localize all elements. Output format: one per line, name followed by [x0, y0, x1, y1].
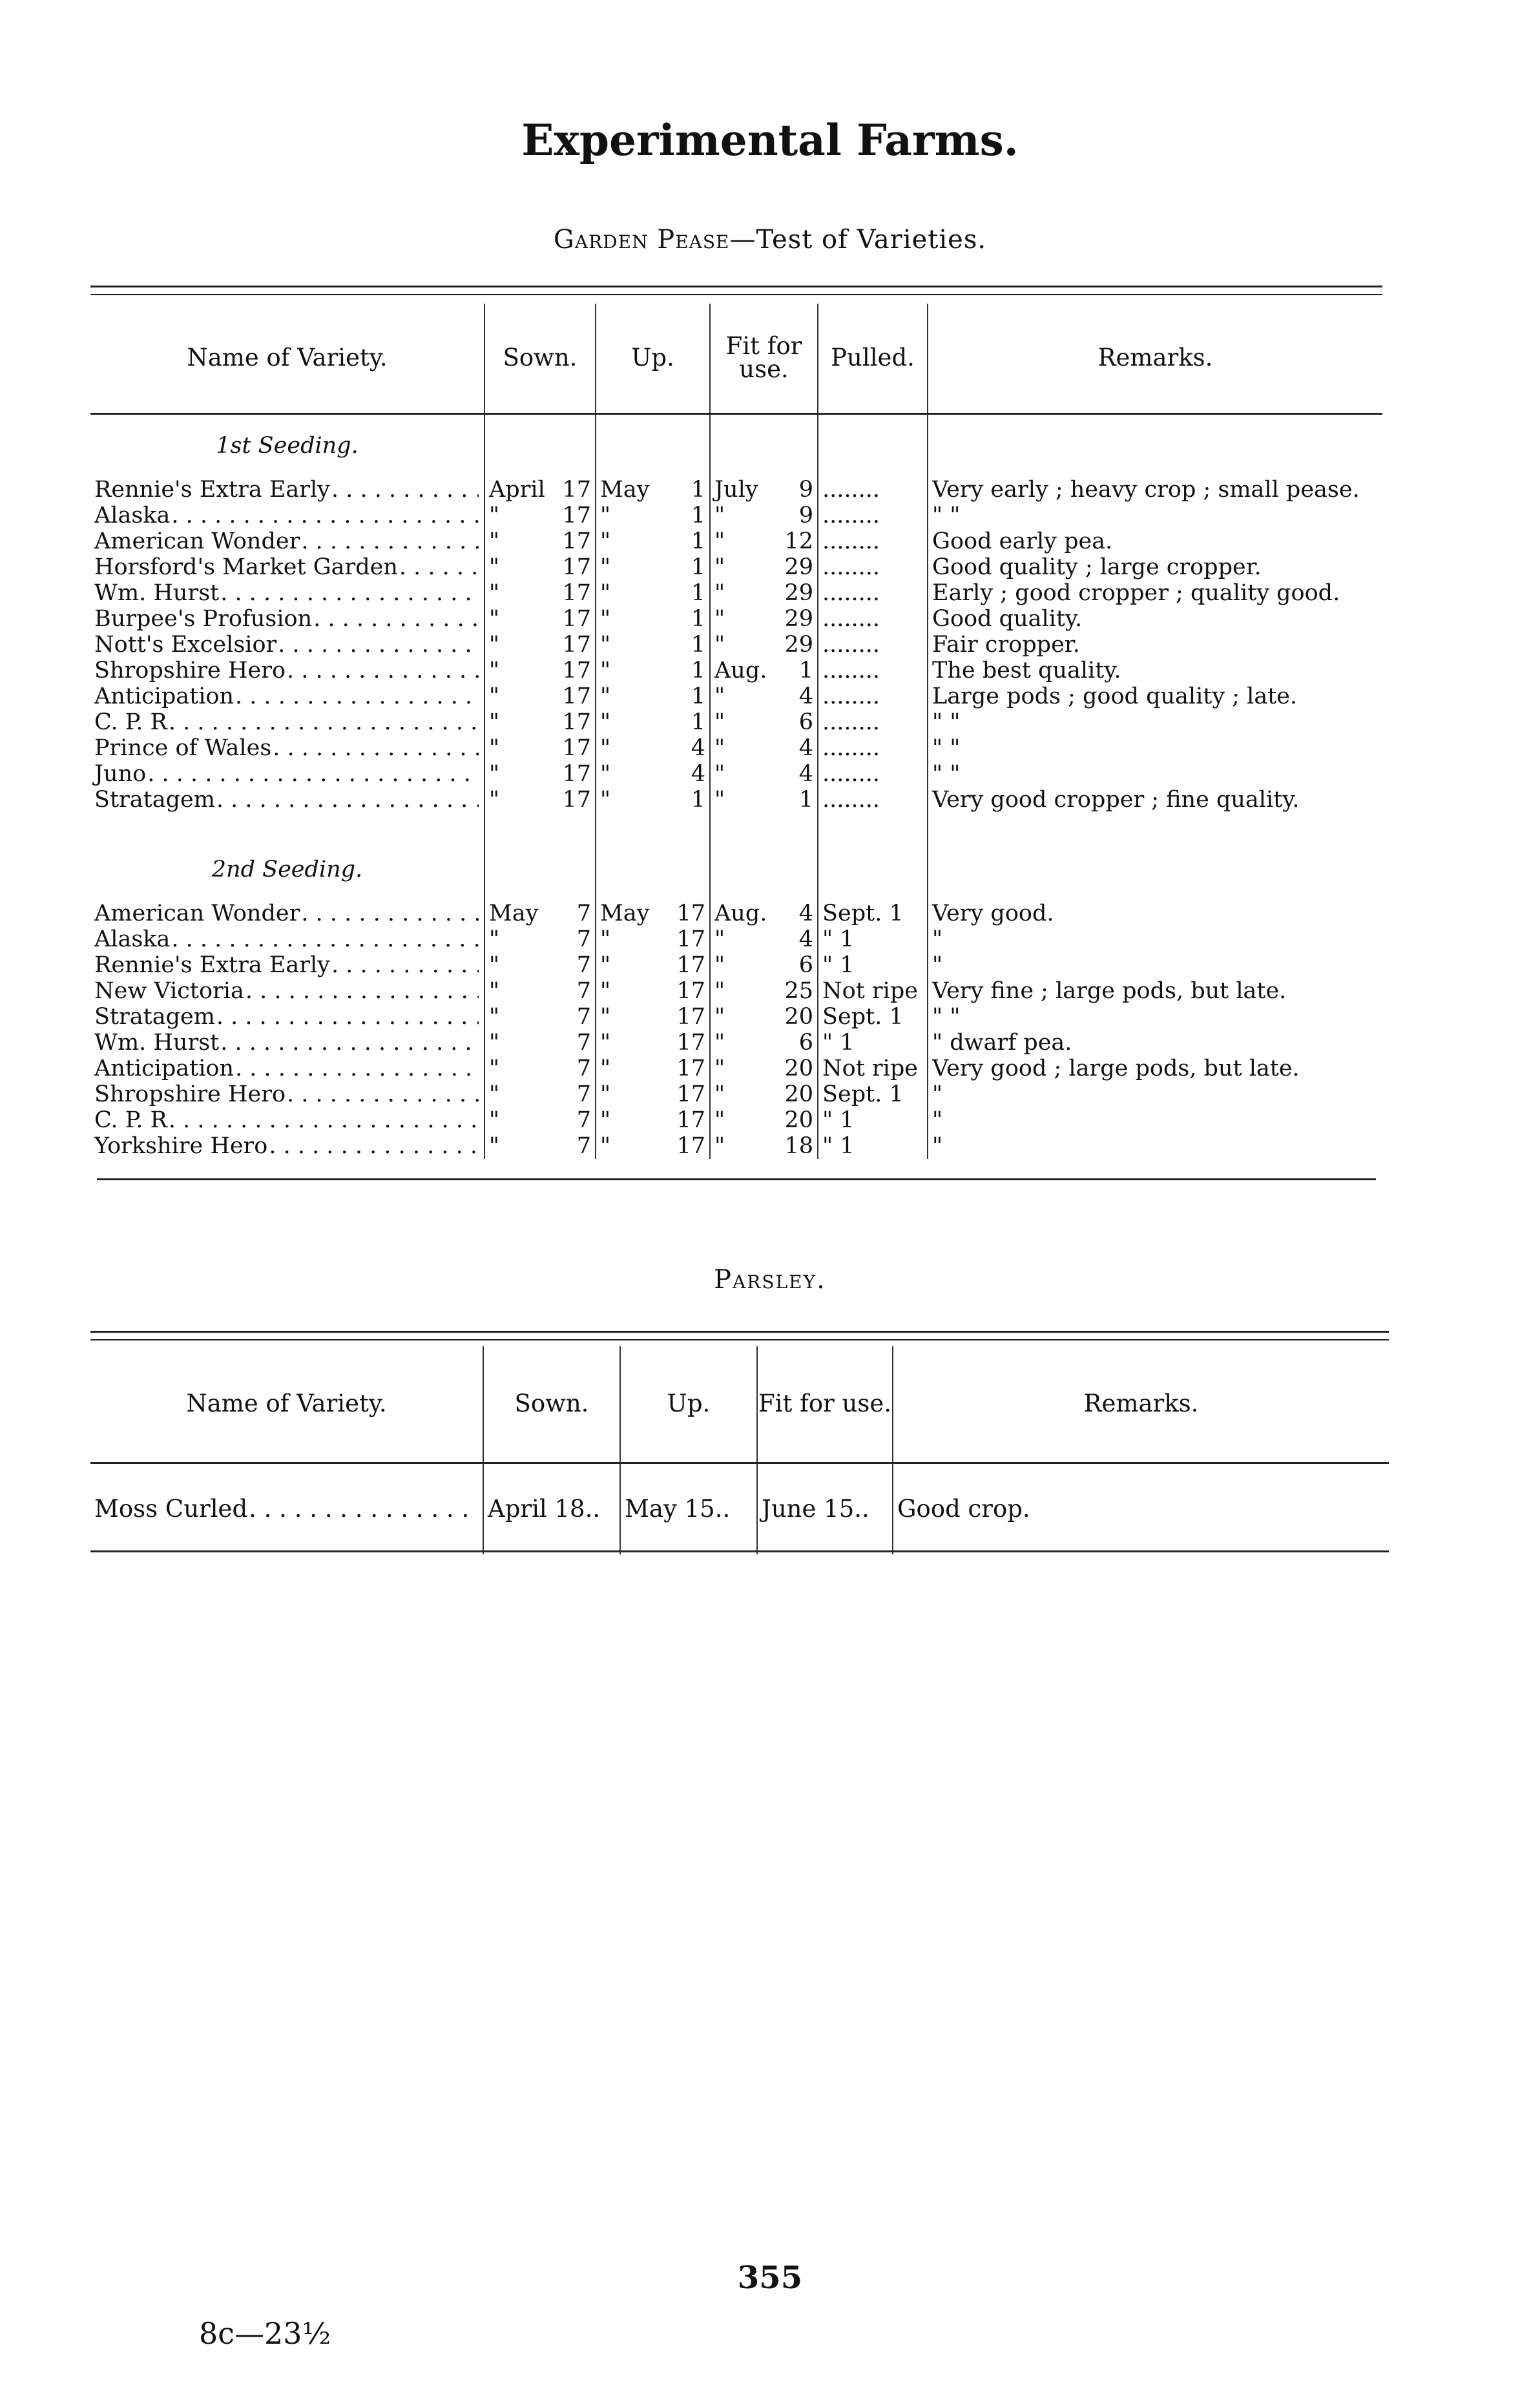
fit-month-cell: " [710, 1056, 771, 1081]
sown-day-cell: 17 [562, 735, 592, 761]
up-month-cell: " [596, 926, 663, 952]
fit-day-cell: 4 [798, 926, 814, 952]
up-day-cell: 17 [676, 952, 706, 978]
page-number: 355 [737, 2260, 803, 2296]
up-month-cell: " [596, 606, 663, 632]
fit-day-cell: 6 [798, 1029, 814, 1056]
up-day-cell: 17 [676, 1107, 706, 1133]
pulled-cell: " 1 [818, 1030, 928, 1056]
table-row [90, 709, 1382, 735]
parsley-header-fit: Fit for use. [757, 1346, 893, 1463]
sown-month-cell: May [484, 901, 549, 926]
parsley-sown: April 18.. [483, 1463, 620, 1554]
variety-name: Anticipation [94, 683, 234, 709]
fit-month-cell: " [710, 926, 771, 952]
up-day-cell: 17 [676, 1029, 706, 1056]
pease-title-main: Garden Pease [553, 225, 730, 255]
fit-day-cell: 29 [784, 631, 814, 658]
sown-day-cell: 17 [562, 631, 592, 658]
pulled-cell: " 1 [818, 1133, 928, 1159]
parsley-header-up: Up. [620, 1346, 757, 1463]
pulled-cell: ........ [818, 683, 928, 709]
sown-day-cell: 7 [576, 952, 592, 978]
sown-day-cell: 7 [576, 977, 592, 1004]
table-row [90, 1107, 1382, 1133]
table-row [90, 503, 1382, 528]
parsley-header-sown: Sown. [483, 1346, 620, 1463]
sown-day-cell: 7 [576, 900, 592, 926]
sown-month-cell: " [484, 1107, 549, 1133]
sown-day-cell: 17 [562, 683, 592, 709]
remarks-cell: The best quality. [928, 658, 1382, 683]
pulled-cell: Not ripe [818, 1056, 928, 1081]
up-month-cell: " [596, 1030, 663, 1056]
sown-day-cell: 7 [576, 1107, 592, 1133]
parsley-bottom-rule [90, 1550, 1389, 1552]
sown-month-cell: " [484, 761, 549, 787]
signature-mark: 8c—23½ [199, 2316, 331, 2351]
pulled-cell: ........ [818, 735, 928, 761]
remarks-cell: Fair cropper. [928, 632, 1382, 658]
variety-name: New Victoria [94, 977, 244, 1004]
sown-day-cell: 17 [562, 786, 592, 813]
fit-month-cell: " [710, 632, 771, 658]
up-day-cell: 17 [676, 977, 706, 1004]
fit-month-cell: " [710, 554, 771, 580]
sown-day-cell: 17 [562, 657, 592, 683]
variety-name: Stratagem [94, 1003, 215, 1030]
remarks-cell: " [928, 1107, 1382, 1133]
fit-month-cell: " [710, 683, 771, 709]
up-day-cell: 17 [676, 1055, 706, 1081]
sown-month-cell: " [484, 503, 549, 528]
fit-day-cell: 6 [798, 709, 814, 735]
up-month-cell: " [596, 709, 663, 735]
pulled-cell: ........ [818, 528, 928, 554]
sown-month-cell: " [484, 683, 549, 709]
parsley-table-title: Parsley. [714, 1265, 826, 1295]
seeding-label: 1st Seeding. [216, 432, 359, 459]
fit-month-cell: " [710, 735, 771, 761]
pease-table [90, 304, 1382, 1159]
fit-month-cell: " [710, 1081, 771, 1107]
pease-top-rule [90, 286, 1382, 295]
table-row [90, 683, 1382, 709]
fit-day-cell: 29 [784, 554, 814, 580]
remarks-cell: Very good. [928, 901, 1382, 926]
pulled-cell: ........ [818, 554, 928, 580]
sown-month-cell: " [484, 1004, 549, 1030]
table-row [90, 658, 1382, 683]
up-month-cell: " [596, 787, 663, 813]
fit-day-cell: 4 [798, 683, 814, 709]
sown-month-cell: " [484, 709, 549, 735]
sown-month-cell: " [484, 1133, 549, 1159]
table-row [90, 926, 1382, 952]
page-title: Experimental Farms. [521, 115, 1019, 165]
parsley-variety-name: Moss Curled [94, 1494, 248, 1523]
table-row [90, 1004, 1382, 1030]
variety-name: American Wonder [94, 528, 300, 554]
parsley-fit: June 15.. [757, 1463, 893, 1554]
sown-month-cell: " [484, 632, 549, 658]
fit-month-cell: " [710, 606, 771, 632]
pulled-cell: ........ [818, 580, 928, 606]
remarks-cell: Very good ; large pods, but late. [928, 1056, 1382, 1081]
header-fit: Fit for use. [710, 304, 818, 413]
up-month-cell: " [596, 658, 663, 683]
fit-day-cell: 9 [798, 502, 814, 528]
sown-month-cell: " [484, 1056, 549, 1081]
variety-name: Wm. Hurst [94, 1029, 220, 1056]
up-month-cell: " [596, 528, 663, 554]
up-day-cell: 4 [691, 760, 706, 787]
fit-day-cell: 4 [798, 735, 814, 761]
up-day-cell: 17 [676, 1003, 706, 1030]
up-day-cell: 1 [691, 786, 706, 813]
remarks-cell: " dwarf pea. [928, 1030, 1382, 1056]
fit-month-cell: Aug. [710, 901, 771, 926]
fit-month-cell: " [710, 528, 771, 554]
pulled-cell: ........ [818, 658, 928, 683]
remarks-cell: Very fine ; large pods, but late. [928, 978, 1382, 1004]
variety-name: C. P. R [94, 1107, 167, 1133]
up-day-cell: 1 [691, 476, 706, 503]
header-remarks: Remarks. [928, 304, 1382, 413]
variety-name: Burpee's Profusion [94, 605, 313, 632]
fit-month-cell: " [710, 952, 771, 978]
up-day-cell: 17 [676, 1132, 706, 1159]
pulled-cell: ........ [818, 503, 928, 528]
pulled-cell: ........ [818, 477, 928, 503]
table-row [90, 528, 1382, 554]
fit-day-cell: 6 [798, 952, 814, 978]
table-row [90, 1133, 1382, 1159]
sown-day-cell: 7 [576, 1055, 592, 1081]
table-row [90, 901, 1382, 926]
up-month-cell: May [596, 477, 663, 503]
sown-month-cell: " [484, 528, 549, 554]
fit-day-cell: 1 [798, 657, 814, 683]
table-row [90, 761, 1382, 787]
variety-name: Rennie's Extra Early [94, 476, 330, 503]
parsley-top-rule [90, 1331, 1389, 1340]
pulled-cell: Sept. 1 [818, 1004, 928, 1030]
fit-month-cell: " [710, 1107, 771, 1133]
up-day-cell: 1 [691, 657, 706, 683]
sown-month-cell: " [484, 658, 549, 683]
up-day-cell: 1 [691, 683, 706, 709]
remarks-cell: " " [928, 1004, 1382, 1030]
up-month-cell: " [596, 1056, 663, 1081]
variety-name: Alaska [94, 926, 171, 952]
sown-day-cell: 17 [562, 709, 592, 735]
sown-month-cell: " [484, 554, 549, 580]
up-month-cell: " [596, 1081, 663, 1107]
sown-day-cell: 17 [562, 528, 592, 554]
pulled-cell: ........ [818, 787, 928, 813]
sown-day-cell: 7 [576, 926, 592, 952]
fit-day-cell: 9 [798, 476, 814, 503]
fit-month-cell: " [710, 787, 771, 813]
pulled-cell: Sept. 1 [818, 1081, 928, 1107]
sown-day-cell: 7 [576, 1132, 592, 1159]
remarks-cell: " " [928, 761, 1382, 787]
fit-day-cell: 12 [784, 528, 814, 554]
fit-month-cell: " [710, 580, 771, 606]
table-row [90, 1030, 1382, 1056]
remarks-cell: " " [928, 709, 1382, 735]
variety-name: Wm. Hurst [94, 579, 220, 606]
table-row [90, 632, 1382, 658]
sown-day-cell: 17 [562, 760, 592, 787]
header-pulled: Pulled. [818, 304, 928, 413]
fit-day-cell: 18 [784, 1132, 814, 1159]
sown-month-cell: " [484, 580, 549, 606]
sown-month-cell: " [484, 1081, 549, 1107]
table-row [90, 477, 1382, 503]
remarks-cell: " [928, 1133, 1382, 1159]
pulled-cell: ........ [818, 709, 928, 735]
fit-day-cell: 29 [784, 579, 814, 606]
up-month-cell: " [596, 952, 663, 978]
pease-table-body [90, 413, 1382, 1159]
fit-day-cell: 20 [784, 1081, 814, 1107]
fit-month-cell: " [710, 1030, 771, 1056]
variety-name: Stratagem [94, 786, 215, 813]
table-row [90, 735, 1382, 761]
fit-month-cell: " [710, 761, 771, 787]
table-row [90, 606, 1382, 632]
variety-name: Shropshire Hero [94, 657, 286, 683]
sown-month-cell: " [484, 606, 549, 632]
sown-day-cell: 17 [562, 579, 592, 606]
parsley-remarks: Good crop. [893, 1463, 1389, 1554]
seeding-label: 2nd Seeding. [211, 856, 363, 882]
pulled-cell: " 1 [818, 952, 928, 978]
variety-name: Rennie's Extra Early [94, 952, 330, 978]
pulled-cell: ........ [818, 632, 928, 658]
sown-month-cell: " [484, 978, 549, 1004]
variety-name: Horsford's Market Garden [94, 554, 398, 580]
up-month-cell: " [596, 761, 663, 787]
up-day-cell: 1 [691, 605, 706, 632]
sown-month-cell: " [484, 926, 549, 952]
parsley-row [90, 1463, 1389, 1554]
sown-month-cell: " [484, 1030, 549, 1056]
variety-name: Yorkshire Hero [94, 1132, 268, 1159]
up-day-cell: 1 [691, 528, 706, 554]
fit-month-cell: July [710, 477, 771, 503]
up-day-cell: 1 [691, 554, 706, 580]
pease-title-rest: —Test of Varieties. [729, 225, 987, 255]
sown-month-cell: " [484, 787, 549, 813]
remarks-cell: " " [928, 503, 1382, 528]
header-sown: Sown. [484, 304, 596, 413]
remarks-cell: Good early pea. [928, 528, 1382, 554]
remarks-cell: " [928, 952, 1382, 978]
fit-day-cell: 1 [798, 786, 814, 813]
variety-name: Anticipation [94, 1055, 234, 1081]
header-up: Up. [596, 304, 710, 413]
up-day-cell: 1 [691, 631, 706, 658]
remarks-cell: Early ; good cropper ; quality good. [928, 580, 1382, 606]
pease-table-title [0, 225, 1540, 255]
remarks-cell: " [928, 926, 1382, 952]
variety-name: Nott's Excelsior [94, 631, 277, 658]
fit-day-cell: 29 [784, 605, 814, 632]
pulled-cell: Sept. 1 [818, 901, 928, 926]
table-row [90, 580, 1382, 606]
up-month-cell: " [596, 683, 663, 709]
up-month-cell: " [596, 632, 663, 658]
parsley-header-name: Name of Variety. [186, 1390, 387, 1418]
pulled-cell: " 1 [818, 926, 928, 952]
sown-month-cell: " [484, 735, 549, 761]
fit-month-cell: " [710, 1004, 771, 1030]
sown-day-cell: 7 [576, 1003, 592, 1030]
up-month-cell: " [596, 735, 663, 761]
fit-month-cell: " [710, 709, 771, 735]
pulled-cell: Not ripe [818, 978, 928, 1004]
sown-day-cell: 7 [576, 1029, 592, 1056]
table-row [90, 1081, 1382, 1107]
fit-day-cell: 20 [784, 1003, 814, 1030]
remarks-cell: Very early ; heavy crop ; small pease. [928, 477, 1382, 503]
pulled-cell: " 1 [818, 1107, 928, 1133]
variety-name: Prince of Wales [94, 735, 272, 761]
parsley-table [90, 1346, 1389, 1554]
fit-month-cell: " [710, 978, 771, 1004]
up-month-cell: " [596, 1107, 663, 1133]
parsley-header-remarks: Remarks. [893, 1346, 1389, 1463]
variety-name: Shropshire Hero [94, 1081, 286, 1107]
up-month-cell: " [596, 1004, 663, 1030]
remarks-cell: Good quality. [928, 606, 1382, 632]
up-month-cell: " [596, 978, 663, 1004]
sown-day-cell: 7 [576, 1081, 592, 1107]
seeding-section-label [90, 839, 1382, 901]
fit-month-cell: " [710, 1133, 771, 1159]
seeding-section-label [90, 413, 1382, 477]
table-row [90, 787, 1382, 813]
up-month-cell: " [596, 1133, 663, 1159]
table-row [90, 554, 1382, 580]
remarks-cell: Very good cropper ; fine quality. [928, 787, 1382, 813]
fit-day-cell: 4 [798, 900, 814, 926]
variety-name: C. P. R [94, 709, 167, 735]
fit-month-cell: " [710, 503, 771, 528]
up-month-cell: " [596, 580, 663, 606]
fit-day-cell: 20 [784, 1055, 814, 1081]
sown-day-cell: 17 [562, 554, 592, 580]
fit-day-cell: 25 [784, 977, 814, 1004]
sown-month-cell: " [484, 952, 549, 978]
sown-day-cell: 17 [562, 476, 592, 503]
table-row [90, 952, 1382, 978]
up-day-cell: 4 [691, 735, 706, 761]
fit-month-cell: Aug. [710, 658, 771, 683]
sown-day-cell: 17 [562, 605, 592, 632]
table-row [90, 978, 1382, 1004]
up-day-cell: 17 [676, 1081, 706, 1107]
remarks-cell: Good quality ; large cropper. [928, 554, 1382, 580]
remarks-cell: " [928, 1081, 1382, 1107]
table-row [90, 1056, 1382, 1081]
pulled-cell: ........ [818, 761, 928, 787]
parsley-up: May 15.. [620, 1463, 757, 1554]
header-name: Name of Variety. [187, 344, 388, 372]
remarks-cell: Large pods ; good quality ; late. [928, 683, 1382, 709]
pulled-cell: ........ [818, 606, 928, 632]
up-month-cell: May [596, 901, 663, 926]
sown-day-cell: 17 [562, 502, 592, 528]
variety-name: American Wonder [94, 900, 300, 926]
fit-day-cell: 4 [798, 760, 814, 787]
up-day-cell: 17 [676, 900, 706, 926]
variety-name: Alaska [94, 502, 171, 528]
pease-bottom-rule [97, 1178, 1376, 1180]
sown-month-cell: April [484, 477, 549, 503]
up-month-cell: " [596, 503, 663, 528]
remarks-cell: " " [928, 735, 1382, 761]
fit-day-cell: 20 [784, 1107, 814, 1133]
variety-name: Juno [94, 760, 147, 787]
up-day-cell: 1 [691, 502, 706, 528]
up-month-cell: " [596, 554, 663, 580]
up-day-cell: 17 [676, 926, 706, 952]
up-day-cell: 1 [691, 709, 706, 735]
up-day-cell: 1 [691, 579, 706, 606]
